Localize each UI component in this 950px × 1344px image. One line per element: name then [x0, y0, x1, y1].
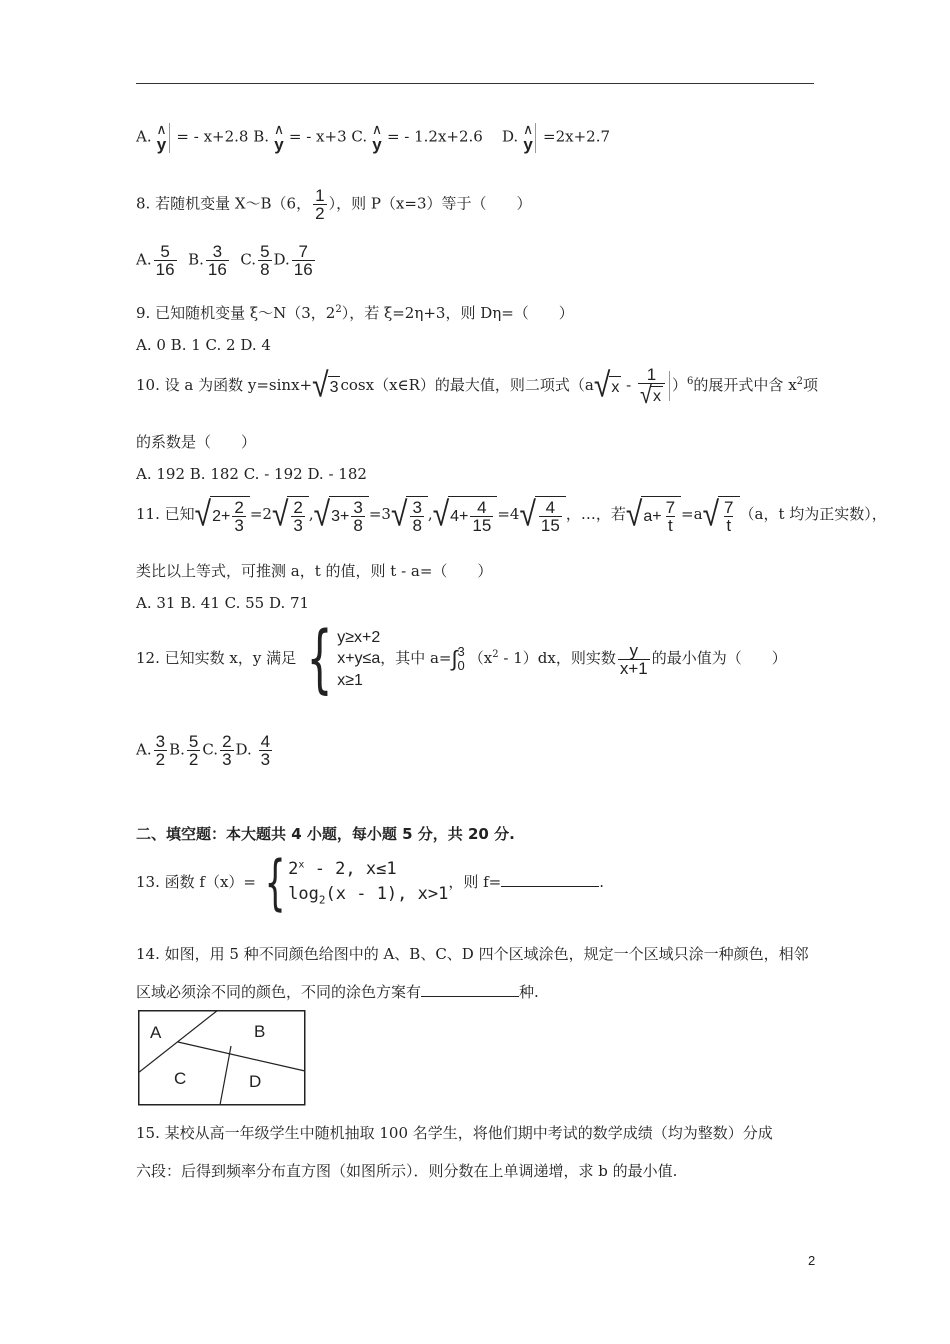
q9-options: A. 0 B. 1 C. 2 D. 4	[136, 336, 271, 354]
q11-line2: 类比以上等式，可推测 a，t 的值，则 t - a=（ ）	[136, 562, 493, 580]
answer-blank[interactable]	[501, 872, 599, 887]
q7-option-a-expr: = - x+2.8	[176, 127, 249, 146]
q10-line2: 的系数是（ ）	[136, 433, 257, 451]
fraction: $\frac{1}{2}$	[315, 186, 325, 223]
q10-options: A. 192 B. 182 C. - 192 D. - 182	[136, 465, 367, 483]
q12-options: A. $\frac{3}{2}$ B. $\frac{5}{2}$ C. $\frac{2}{3}$ D. $\frac{4}{3}$	[136, 732, 271, 769]
region-divider	[178, 1042, 305, 1071]
sqrt-3: √ 3	[312, 366, 339, 405]
q15-line1: 15. 某校从高一年级学生中随机抽取 100 名学生，将他们期中考试的数学成绩（均为整数）分成	[136, 1124, 773, 1142]
q7-option-c-expr: = - 1.2x+2.6	[386, 127, 483, 146]
header-rule	[136, 83, 814, 84]
q9-stem: 9. 已知随机变量 ξ～N（3，$2^2$），若 ξ=2η+3，则 Dη=（ ）	[136, 304, 574, 322]
q11-options: A. 31 B. 41 C. 55 D. 71	[136, 594, 310, 612]
q8-stem: 8. 若随机变量 X～B（6， $\frac{1}{2}$ ），则 P（x=3）等于（ ）	[136, 186, 532, 223]
q15-line2: 六段：后得到频率分布直方图（如图所示）．则分数在上单调递增，求 b 的最小值.	[136, 1162, 678, 1180]
q8-options: A. $\frac{5}{16}$ B. $\frac{3}{16}$ C. $\frac{5}{8}$ D. $\frac{7}{16}$	[136, 242, 313, 279]
fraction-1-over-sqrt-x: 1 √ x	[638, 366, 665, 406]
region-b-label: B	[254, 1022, 266, 1041]
piecewise-function: { 2$^x$ - 2, x≤1 $\log_2(x - 1)$, x>1	[264, 848, 449, 918]
q14-line1: 14. 如图，用 5 种不同颜色给图中的 A、B、C、D 四个区域涂色，规定一个区域只涂一种颜色，相邻	[136, 945, 809, 963]
page-number: 2	[808, 1253, 816, 1268]
q11-stem: 11. 已知 √ 2+ $\frac{2}{3}$ =2 √ $\frac{2}{3}$ , √ 3+ $\frac{3}{8}$ =3 √ $\frac{3}{8}$ , √ 4+ $\frac{4}{15}$ =4 √ $\frac{4}{15}$ ，…，若 √ a+ $\frac{7}{t}$ =a √ $\frac{7}{t}$ （a，t 均为正实数），	[136, 495, 887, 535]
q7-option-b-label: B.	[253, 127, 270, 146]
q13-stem: 13. 函数 f（x）= { 2$^x$ - 2, x≤1 $\log_2(x - 1)$, x>1 ，则 f= .	[136, 848, 605, 918]
region-diagram	[138, 1010, 306, 1106]
y-hat: ∧ y	[522, 121, 534, 154]
y-hat: ∧ y	[273, 121, 285, 154]
section-heading: 二、填空题：本大题共 4 小题，每小题 5 分，共 20 分.	[136, 825, 515, 843]
q7-option-a-label: A.	[136, 127, 152, 146]
y-hat: ∧ y	[156, 121, 167, 154]
sqrt-x: √ x	[593, 366, 620, 405]
q7-option-d-expr: =2x+2.7	[543, 127, 611, 146]
region-border	[139, 1011, 305, 1105]
region-d-label: D	[249, 1072, 262, 1091]
q7-option-d-label: D.	[501, 127, 519, 146]
inequality-system: { y≥x+2 x+y≤a x≥1	[306, 616, 381, 702]
q7-options	[136, 122, 610, 153]
region-divider	[220, 1046, 231, 1105]
q7-option-c-label: C.	[351, 127, 368, 146]
q14-line2: 区域必须涂不同的颜色，不同的涂色方案有 种.	[136, 983, 539, 1001]
region-c-label: C	[174, 1069, 187, 1088]
q12-stem: 12. 已知实数 x，y 满足 { y≥x+2 x+y≤a x≥1 ，其中 a=∫ 3 0 $(x^2 - 1)dx$，则实数 $\frac{y}{x+1}$ 的最小值为（ ）	[136, 616, 787, 702]
integral-sign: ∫	[451, 646, 458, 671]
q7-option-b-expr: = - x+3	[288, 127, 347, 146]
q10-stem: 10. 设 a 为函数 y=sinx+ √ 3 cosx（x∈R）的最大值，则二项式（a √ x - 1 √ x ）$^6$的展开式中含 $x^2$项	[136, 365, 819, 409]
region-a-label: A	[150, 1023, 162, 1042]
y-hat: ∧ y	[371, 121, 383, 154]
answer-blank[interactable]	[421, 982, 519, 997]
